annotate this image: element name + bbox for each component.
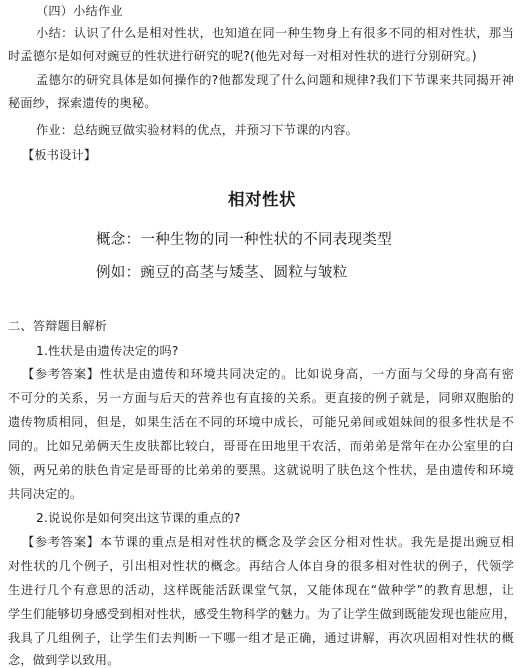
- answer-2-line: 对性状的几个例子，引出相对性状的概念。再结合人体自身的很多相对性状的例子，代领学: [8, 559, 514, 573]
- summary-heading: （四）小结作业: [36, 4, 123, 18]
- answer-2-line: 【参考答案】本节课的重点是相对性状的概念及学会区分相对性状。我先是提出豌豆相: [22, 535, 514, 549]
- board-design-label: 【板书设计】: [22, 148, 97, 162]
- question-2: 2.说说你是如何突出这节课的重点的?: [36, 511, 241, 525]
- answer-1-line: 领，两兄弟的肤色肯定是哥哥的比弟弟的要黑。这就说明了肤色这个性状，是由遗传和环境: [8, 463, 514, 477]
- answer-1-line: 共同决定的。: [8, 487, 83, 501]
- answer-1-line: 同的。比如兄弟俩天生皮肤都比较白，哥哥在田地里干农活，而弟弟是常年在办公室里的白: [8, 439, 514, 453]
- board-example: 例如：豌豆的高茎与矮茎、圆粒与皱粒: [96, 265, 348, 281]
- answer-2-line: 学生们能够切身感受到相对性状，感受生物科学的魅力。为了让学生做到既能发现也能应用，: [8, 607, 516, 621]
- homework-text: 作业：总结豌豆做实验材料的优点，并预习下节课的内容。: [36, 123, 359, 137]
- board-concept: 概念：一种生物的同一种性状的不同表现类型: [96, 232, 392, 248]
- answer-1-line: 遗传物质相同，但是，如果生活在不同的环境中成长，可能兄弟间或姐妹间的很多性状是不: [8, 415, 514, 429]
- answer-2-line: 念，做到学以致用。: [8, 653, 120, 667]
- research-paragraph-line-2: 秘面纱，探索遗传的奥秘。: [8, 96, 157, 110]
- question-1: 1.性状是由遗传决定的吗?: [36, 344, 179, 358]
- research-paragraph-line-1: 孟德尔的研究具体是如何操作的?他都发现了什么问题和规律?我们下节课来共同揭开神: [36, 73, 514, 87]
- answer-1-line: 【参考答案】性状是由遗传和环境共同决定的。比如说身高，一方面与父母的身高有密: [22, 367, 514, 381]
- summary-paragraph-line-2: 时孟德尔是如何对豌豆的性状进行研究的呢?(他先对每一对相对性状的进行分别研究。): [8, 49, 477, 63]
- answer-1-line: 不可分的关系，另一方面与后天的营养也有直接的关系。更直接的例子就是，同卵双胞胎的: [8, 391, 514, 405]
- summary-paragraph-line-1: 小结：认识了什么是相对性状，也知道在同一种生物身上有很多不同的相对性状，那当: [36, 26, 514, 40]
- answer-2-line: 我具了几组例子，让学生们去判断一下哪一组才是正确，通过讲解，再次巩固相对性状的概: [8, 631, 514, 645]
- answer-2-line: 生进行几个有意思的活动，这样既能活跃课堂气氛，又能体现在“做种学”的教育思想，让: [8, 583, 514, 597]
- qa-section-heading: 二、答辩题目解析: [8, 319, 108, 333]
- board-title: 相对性状: [228, 190, 296, 209]
